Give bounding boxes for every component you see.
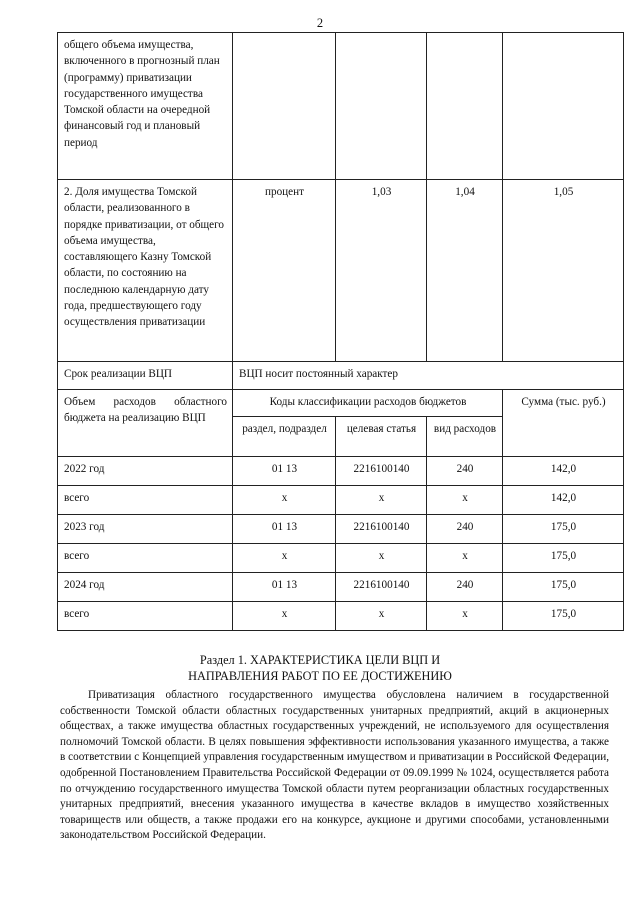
budget-expense-type: 240: [427, 515, 503, 544]
budget-year: 2024 год: [58, 573, 233, 602]
program-passport-table: [57, 32, 624, 631]
budget-row: [58, 486, 624, 515]
budget-target-article: 2216100140: [336, 573, 427, 602]
section-paragraph: Приватизация областного государственного имущества обусловлена наличием в государственной собственности Томской области областных государственных унитарных предприятий, акций в акционерных обществах, а также имущества областных государственных учреждений, не используемого для осуществления полномочий Томской области. В целях повышения эффективности использования указанного имущества, а также в соответствии с Концепцией управления государственным имуществом и приватизации в Российской Федерации, одобренной Постановлением Правительства Российской Федерации от 09.09.1999 № 1024, осуществляется работа по отчуждению государственного имущества Томской области путем реорганизации областных государственных унитарных предприятий, внесения указанного имущества в качестве вкладов в имущество хозяйственных товариществ или обществ, а также продажи его на конкурсе, аукционе и другими способами, установленными законодательством Российской Федерации.: [60, 689, 609, 842]
budget-section-code: 01 13: [233, 573, 336, 602]
budget-section-code: х: [233, 544, 336, 573]
budget-section-code: х: [233, 486, 336, 515]
codes-header: Коды классификации расходов бюджетов: [233, 390, 503, 417]
budget-row: [58, 515, 624, 544]
budget-target-article: х: [336, 486, 427, 515]
indicator-row: [58, 33, 624, 180]
budget-year: 2022 год: [58, 457, 233, 486]
indicator-value: 1,04: [427, 180, 503, 362]
budget-section-code: 01 13: [233, 457, 336, 486]
indicator-value: 1,05: [503, 180, 624, 362]
budget-sum: 142,0: [503, 457, 624, 486]
term-label: Срок реализации ВЦП: [58, 362, 233, 390]
budget-label: Объем расходов областного бюджета на реализацию ВЦП: [58, 390, 233, 457]
indicator-value: 1,03: [336, 180, 427, 362]
budget-row: [58, 602, 624, 631]
budget-row: [58, 573, 624, 602]
budget-sum: 175,0: [503, 515, 624, 544]
term-value: ВЦП носит постоянный характер: [233, 362, 624, 390]
indicator-unit: процент: [233, 180, 336, 362]
indicator-value: [427, 33, 503, 180]
budget-target-article: 2216100140: [336, 457, 427, 486]
budget-expense-type: 240: [427, 457, 503, 486]
budget-year: всего: [58, 544, 233, 573]
budget-expense-type: 240: [427, 573, 503, 602]
section-title-line: НАПРАВЛЕНИЯ РАБОТ ПО ЕЕ ДОСТИЖЕНИЮ: [188, 669, 452, 683]
budget-sum: 175,0: [503, 573, 624, 602]
budget-year: всего: [58, 602, 233, 631]
budget-header-row: [58, 390, 624, 417]
budget-row: [58, 457, 624, 486]
budget-expense-type: х: [427, 486, 503, 515]
term-row: [58, 362, 624, 390]
budget-sum: 175,0: [503, 544, 624, 573]
budget-target-article: х: [336, 544, 427, 573]
budget-year: всего: [58, 486, 233, 515]
budget-target-article: х: [336, 602, 427, 631]
indicator-value: [336, 33, 427, 180]
target-article-header: целевая статья: [336, 417, 427, 457]
indicator-name: 2. Доля имущества Томской области, реализованного в порядке приватизации, от общего объема имущества, составляющего Казну Томской области, по состоянию на последнюю календарную дату года, предшествующего году осуществления приватизации: [58, 180, 233, 362]
indicator-unit: [233, 33, 336, 180]
budget-target-article: 2216100140: [336, 515, 427, 544]
budget-row: [58, 544, 624, 573]
indicator-name: общего объема имущества, включенного в прогнозный план (программу) приватизации государственного имущества Томской области на очередной финансовый год и плановый период: [58, 33, 233, 180]
section-title-line: Раздел 1. ХАРАКТЕРИСТИКА ЦЕЛИ ВЦП И: [199, 653, 441, 667]
budget-section-code: х: [233, 602, 336, 631]
expense-type-header: вид расходов: [427, 417, 503, 457]
budget-expense-type: х: [427, 544, 503, 573]
section-title: [0, 652, 640, 684]
budget-sum: 175,0: [503, 602, 624, 631]
budget-section-code: 01 13: [233, 515, 336, 544]
sum-header: Сумма (тыс. руб.): [503, 390, 624, 457]
budget-year: 2023 год: [58, 515, 233, 544]
indicator-value: [503, 33, 624, 180]
budget-expense-type: х: [427, 602, 503, 631]
indicator-row: [58, 180, 624, 362]
budget-sum: 142,0: [503, 486, 624, 515]
page-number: 2: [316, 16, 324, 30]
section-code-header: раздел, подраздел: [233, 417, 336, 457]
